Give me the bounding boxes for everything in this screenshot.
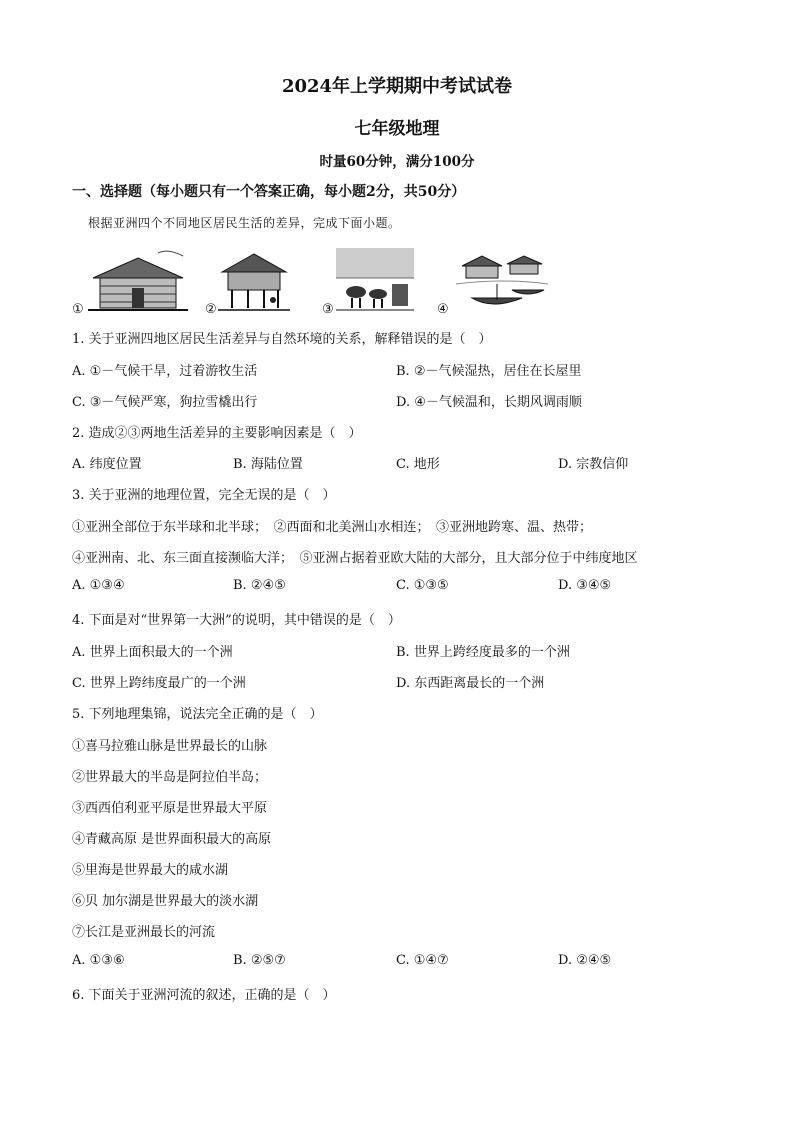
q5-statement-6: ⑥贝 加尔湖是世界最大的淡水湖 [72, 894, 259, 909]
q4-option-c[interactable]: C. 世界上跨纬度最广的一个洲 [72, 676, 246, 691]
q2-option-b[interactable]: B. 海陆位置 [233, 457, 303, 472]
water-town-boats-illustration [452, 248, 552, 314]
q5-statement-4: ④青藏高原 是世界面积最大的高原 [72, 832, 272, 847]
q3-option-b[interactable]: B. ②④⑤ [233, 578, 286, 593]
q4-option-d[interactable]: D. 东西距离最长的一个洲 [396, 676, 545, 691]
q2-option-a[interactable]: A. 纬度位置 [72, 457, 142, 472]
q5-option-b[interactable]: B. ②⑤⑦ [233, 953, 286, 968]
section-heading: 一、选择题（每小题只有一个答案正确，每小题2分，共50分） [72, 184, 466, 200]
question-2-stem: 2. 造成②③两地生活差异的主要影响因素是（ ） [72, 426, 362, 441]
q3-statement-line-2: ④亚洲南、北、东三面直接濒临大洋； ⑤亚洲占据着亚欧大陆的大部分，且大部分位于中纬度地区 [72, 551, 638, 566]
image-label-2: ② [205, 302, 217, 317]
dog-sled-illustration [336, 248, 414, 314]
q3-option-c[interactable]: C. ①③⑤ [396, 578, 449, 593]
q5-statement-2: ②世界最大的半岛是阿拉伯半岛； [72, 770, 268, 785]
q1-option-a[interactable]: A. ①－气候干旱，过着游牧生活 [72, 364, 258, 379]
q5-statement-1: ①喜马拉雅山脉是世界最长的山脉 [72, 739, 268, 754]
q5-statement-7: ⑦长江是亚洲最长的河流 [72, 925, 216, 940]
question-5-stem: 5. 下列地理集锦，说法完全正确的是（ ） [72, 707, 323, 722]
q3-option-a[interactable]: A. ①③④ [72, 578, 125, 593]
q5-option-c[interactable]: C. ①④⑦ [396, 953, 449, 968]
q5-statement-5: ⑤里海是世界最大的咸水湖 [72, 863, 229, 878]
q3-statement-line-1: ①亚洲全部位于东半球和北半球； ②西面和北美洲山水相连； ③亚洲地跨寒、温、热带； [72, 520, 593, 535]
question-4-stem: 4. 下面是对“世界第一大洲”的说明，其中错误的是（ ） [72, 613, 401, 628]
q2-option-d[interactable]: D. 宗教信仰 [558, 457, 629, 472]
stilt-house-illustration [218, 248, 290, 314]
exam-title: 2024年上学期期中考试试卷 [281, 76, 513, 97]
image-label-3: ③ [322, 302, 334, 317]
wooden-house-illustration [88, 248, 188, 314]
q4-option-a[interactable]: A. 世界上面积最大的一个洲 [72, 645, 233, 660]
q5-option-d[interactable]: D. ②④⑤ [558, 953, 612, 968]
q5-option-a[interactable]: A. ①③⑥ [72, 953, 125, 968]
question-3-stem: 3. 关于亚洲的地理位置，完全无误的是（ ） [72, 488, 336, 503]
q2-option-c[interactable]: C. 地形 [396, 457, 440, 472]
q5-statement-3: ③西西伯利亚平原是世界最大平原 [72, 801, 268, 816]
exam-info: 时量60分钟，满分100分 [319, 154, 475, 170]
q1-option-b[interactable]: B. ②－气候湿热，居住在长屋里 [396, 364, 582, 379]
image-label-4: ④ [437, 302, 449, 317]
section-intro: 根据亚洲四个不同地区居民生活的差异，完成下面小题。 [88, 216, 401, 230]
q4-option-b[interactable]: B. 世界上跨经度最多的一个洲 [396, 645, 570, 660]
q1-option-d[interactable]: D. ④－气候温和，长期风调雨顺 [396, 395, 582, 410]
q1-option-c[interactable]: C. ③－气候严寒，狗拉雪橇出行 [72, 395, 258, 410]
image-label-1: ① [72, 302, 84, 317]
question-1-stem: 1. 关于亚洲四地区居民生活差异与自然环境的关系，解释错误的是（ ） [72, 332, 492, 347]
subject-title: 七年级地理 [354, 119, 440, 139]
question-6-stem: 6. 下面关于亚洲河流的叙述，正确的是（ ） [72, 988, 336, 1003]
q3-option-d[interactable]: D. ③④⑤ [558, 578, 612, 593]
